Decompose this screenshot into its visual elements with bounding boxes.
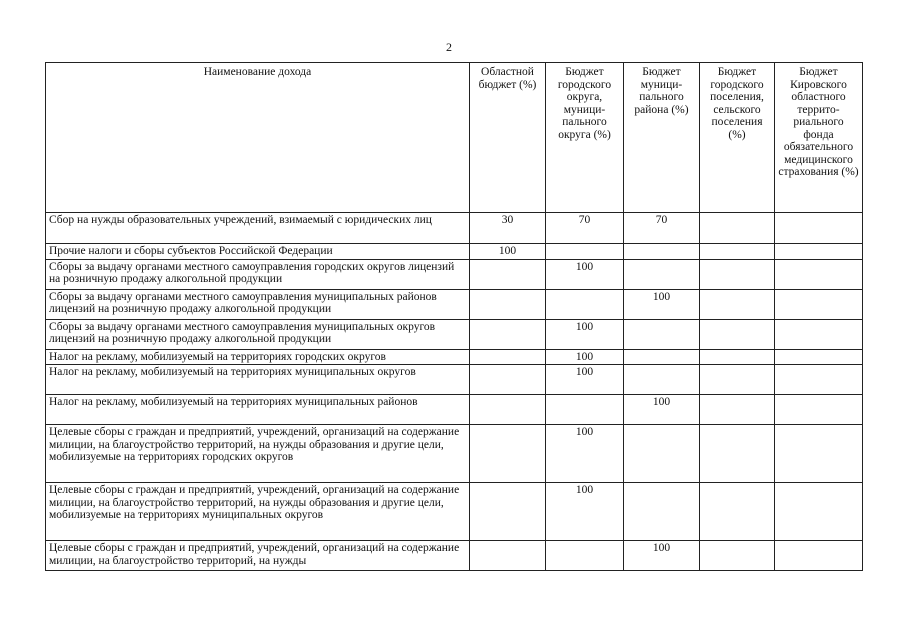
municipal-district-value-cell (624, 365, 700, 395)
column-header-medical-fund-budget: Бюджет Кировского областного террито-риального фонда обязательного медицинского страхования (%) (775, 63, 863, 213)
revenue-name-cell: Сборы за выдачу органами местного самоуправления муниципальных округов лицензий на розничную продажу алкогольной продукции (46, 319, 470, 349)
medical-fund-value-cell (775, 365, 863, 395)
settlement-value-cell (700, 365, 775, 395)
medical-fund-value-cell (775, 289, 863, 319)
settlement-value-cell (700, 483, 775, 541)
medical-fund-value-cell (775, 483, 863, 541)
revenue-distribution-table (45, 62, 863, 571)
settlement-value-cell (700, 349, 775, 365)
municipal-district-value-cell (624, 259, 700, 289)
municipal-district-value-cell: 70 (624, 213, 700, 244)
medical-fund-value-cell (775, 395, 863, 425)
revenue-name-cell: Целевые сборы с граждан и предприятий, учреждений, организаций на содержание милиции, на благоустройство территорий, на нужды образования и другие цели, мобилизуемые на территориях городских округов (46, 425, 470, 483)
municipal-district-value-cell (624, 349, 700, 365)
settlement-value-cell (700, 425, 775, 483)
city-district-value-cell: 100 (546, 483, 624, 541)
municipal-district-value-cell (624, 483, 700, 541)
table-row (46, 483, 863, 541)
regional-value-cell (470, 289, 546, 319)
settlement-value-cell (700, 244, 775, 260)
settlement-value-cell (700, 289, 775, 319)
municipal-district-value-cell (624, 319, 700, 349)
revenue-name-cell: Целевые сборы с граждан и предприятий, учреждений, организаций на содержание милиции, на благоустройство территорий, на нужды (46, 541, 470, 571)
city-district-value-cell: 100 (546, 425, 624, 483)
municipal-district-value-cell: 100 (624, 541, 700, 571)
medical-fund-value-cell (775, 425, 863, 483)
regional-value-cell: 30 (470, 213, 546, 244)
revenue-name-cell: Налог на рекламу, мобилизуемый на территориях муниципальных районов (46, 395, 470, 425)
medical-fund-value-cell (775, 319, 863, 349)
revenue-name-cell: Сбор на нужды образовательных учреждений, взимаемый с юридических лиц (46, 213, 470, 244)
table-row (46, 213, 863, 244)
city-district-value-cell: 100 (546, 259, 624, 289)
revenue-name-cell: Целевые сборы с граждан и предприятий, учреждений, организаций на содержание милиции, на благоустройство территорий, на нужды образования и другие цели, мобилизуемые на территориях муниципальных округов (46, 483, 470, 541)
column-header-regional-budget: Областной бюджет (%) (470, 63, 546, 213)
city-district-value-cell (546, 244, 624, 260)
city-district-value-cell: 70 (546, 213, 624, 244)
revenue-name-cell: Налог на рекламу, мобилизуемый на территориях муниципальных округов (46, 365, 470, 395)
city-district-value-cell (546, 395, 624, 425)
municipal-district-value-cell: 100 (624, 395, 700, 425)
city-district-value-cell: 100 (546, 365, 624, 395)
table-row (46, 541, 863, 571)
table-row (46, 289, 863, 319)
city-district-value-cell: 100 (546, 319, 624, 349)
regional-value-cell (470, 425, 546, 483)
column-header-municipal-district-budget: Бюджет муници-пального района (%) (624, 63, 700, 213)
regional-value-cell (470, 319, 546, 349)
table-row (46, 365, 863, 395)
regional-value-cell (470, 349, 546, 365)
regional-value-cell: 100 (470, 244, 546, 260)
page-number: 2 (446, 40, 452, 54)
medical-fund-value-cell (775, 213, 863, 244)
revenue-name-cell: Налог на рекламу, мобилизуемый на территориях городских округов (46, 349, 470, 365)
table-row (46, 349, 863, 365)
table-header-row (46, 63, 863, 213)
medical-fund-value-cell (775, 259, 863, 289)
medical-fund-value-cell (775, 541, 863, 571)
table-row (46, 319, 863, 349)
table-row (46, 425, 863, 483)
medical-fund-value-cell (775, 244, 863, 260)
revenue-name-cell: Сборы за выдачу органами местного самоуправления городских округов лицензий на розничную продажу алкогольной продукции (46, 259, 470, 289)
regional-value-cell (470, 395, 546, 425)
table-row (46, 395, 863, 425)
table-body (46, 213, 863, 571)
column-header-settlement-budget: Бюджет городского поселения, сельского поселения (%) (700, 63, 775, 213)
city-district-value-cell (546, 541, 624, 571)
revenue-name-cell: Сборы за выдачу органами местного самоуправления муниципальных районов лицензий на розничную продажу алкогольной продукции (46, 289, 470, 319)
regional-value-cell (470, 365, 546, 395)
table-row (46, 259, 863, 289)
revenue-name-cell: Прочие налоги и сборы субъектов Российской Федерации (46, 244, 470, 260)
regional-value-cell (470, 259, 546, 289)
municipal-district-value-cell (624, 244, 700, 260)
settlement-value-cell (700, 213, 775, 244)
municipal-district-value-cell: 100 (624, 289, 700, 319)
column-header-revenue-name: Наименование дохода (46, 63, 470, 213)
settlement-value-cell (700, 319, 775, 349)
table-row (46, 244, 863, 260)
medical-fund-value-cell (775, 349, 863, 365)
column-header-city-district-budget: Бюджет городского округа, муници-пального округа (%) (546, 63, 624, 213)
settlement-value-cell (700, 259, 775, 289)
regional-value-cell (470, 483, 546, 541)
settlement-value-cell (700, 541, 775, 571)
city-district-value-cell (546, 289, 624, 319)
city-district-value-cell: 100 (546, 349, 624, 365)
municipal-district-value-cell (624, 425, 700, 483)
regional-value-cell (470, 541, 546, 571)
settlement-value-cell (700, 395, 775, 425)
